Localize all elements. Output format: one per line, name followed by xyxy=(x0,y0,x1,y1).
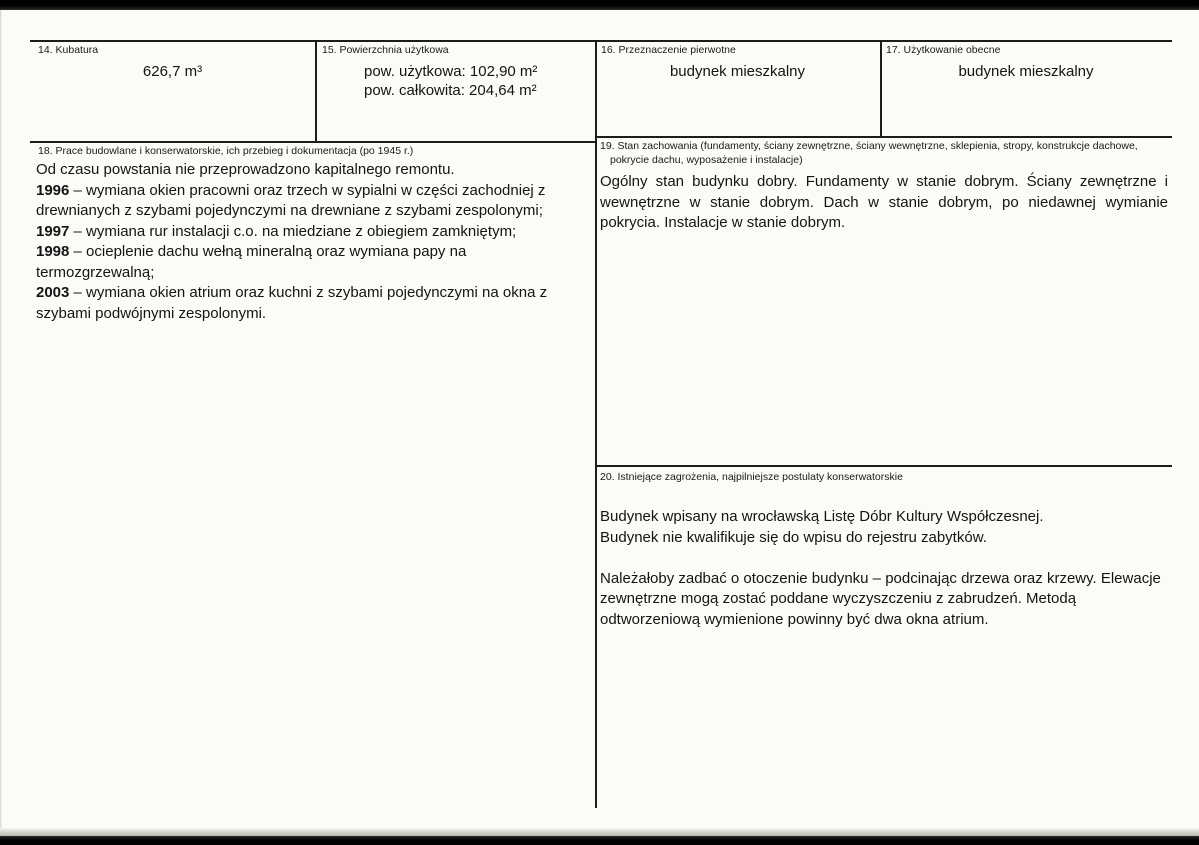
field20-paragraph-line: Budynek wpisany na wrocławską Listę Dóbr Kultury Współczesnej. xyxy=(600,508,1044,525)
field19-label: 19. Stan zachowania (fundamenty, ściany zewnętrzne, ściany wewnętrzne, sklepienia, stropy, konstrukcje dachowe, pokrycie dachu, wyposażenie i instalacje) xyxy=(600,140,1138,166)
divider-field19-field20 xyxy=(595,465,1172,467)
field18-entry-year: 1997 xyxy=(36,222,70,240)
field15-value-line1: pow. użytkowa: 102,90 m² xyxy=(364,63,538,80)
field18-entry xyxy=(36,283,588,324)
field18-entry-text: – wymiana rur instalacji c.o. na miedziane z obiegiem zamkniętym; xyxy=(69,222,517,240)
divider-row1-bottom-right xyxy=(595,136,1172,138)
field17-value: budynek mieszkalny xyxy=(958,63,1094,80)
field18-entry-year: 1998 xyxy=(36,243,70,260)
field16-value: budynek mieszkalny xyxy=(669,63,806,80)
field15-value-line2: pow. całkowita: 204,64 m² xyxy=(364,82,537,99)
divider-center-vertical xyxy=(595,40,597,808)
field18-entry-text: – ocieplenie dachu wełną mineralną oraz wymiana papy na termozgrzewalną; xyxy=(36,243,467,281)
divider-row1-bottom-left xyxy=(30,141,596,143)
field18-entry-text: – wymiana okien pracowni oraz trzech w sypialni w części zachodniej z drewnianych z szybami pojedynczymi na drewniane z szybami zespolonymi; xyxy=(36,181,546,219)
field18-body xyxy=(36,160,588,324)
scan-edge-top xyxy=(0,0,1199,10)
field20-paragraph-gap xyxy=(600,548,1168,569)
field18-entry xyxy=(36,160,588,181)
field19-body: Ogólny stan budynku dobry. Fundamenty w stanie dobrym. Ściany zewnętrzne i wewnętrzne w stanie dobrym. Dach w stanie dobrym, po niedawnej wymianie pokrycia. Instalacje w stanie dobrym. xyxy=(600,173,1168,231)
field18-label: 18. Prace budowlane i konserwatorskie, ich przebieg i dokumentacja (po 1945 r.) xyxy=(38,145,414,157)
field15-label: 15. Powierzchnia użytkowa xyxy=(322,44,449,56)
field18-entry xyxy=(36,181,588,222)
field17-label: 17. Użytkowanie obecne xyxy=(886,44,1001,56)
field18-entry-year: 1996 xyxy=(36,181,70,199)
field18-entry xyxy=(36,242,588,283)
divider-top-rule xyxy=(30,40,1172,42)
field18-entry-year: 2003 xyxy=(36,284,70,301)
field20-paragraph-line: Budynek nie kwalifikuje się do wpisu do rejestru zabytków. xyxy=(600,528,987,546)
field14-value: 626,7 m³ xyxy=(142,63,203,80)
divider-field14-field15 xyxy=(315,40,317,141)
scan-edge-bottom xyxy=(0,836,1199,845)
field20-label: 20. Istniejące zagrożenia, najpilniejsze postulaty konserwatorskie xyxy=(600,471,903,483)
field20-body xyxy=(600,507,1168,630)
field14-label: 14. Kubatura xyxy=(38,44,99,56)
field18-entry-text: Od czasu powstania nie przeprowadzono kapitalnego remontu. xyxy=(36,161,455,178)
scan-edge-left xyxy=(0,10,2,828)
field20-paragraph: Należałoby zadbać o otoczenie budynku – podcinając drzewa oraz krzewy. Elewacje zewnętrzne mogą zostać poddane wyczyszczeniu z zabrudzeń. Metodą odtworzeniową wymienione powinny być dwa okna atrium. xyxy=(600,569,1161,628)
field16-label: 16. Przeznaczenie pierwotne xyxy=(601,44,736,56)
scan-shadow-bottom xyxy=(0,828,1199,836)
divider-field16-field17 xyxy=(880,40,882,136)
field18-entry xyxy=(36,222,588,243)
field18-entry-text: – wymiana okien atrium oraz kuchni z szybami pojedynczymi na okna z szybami podwójnymi zespolonymi. xyxy=(36,284,548,322)
